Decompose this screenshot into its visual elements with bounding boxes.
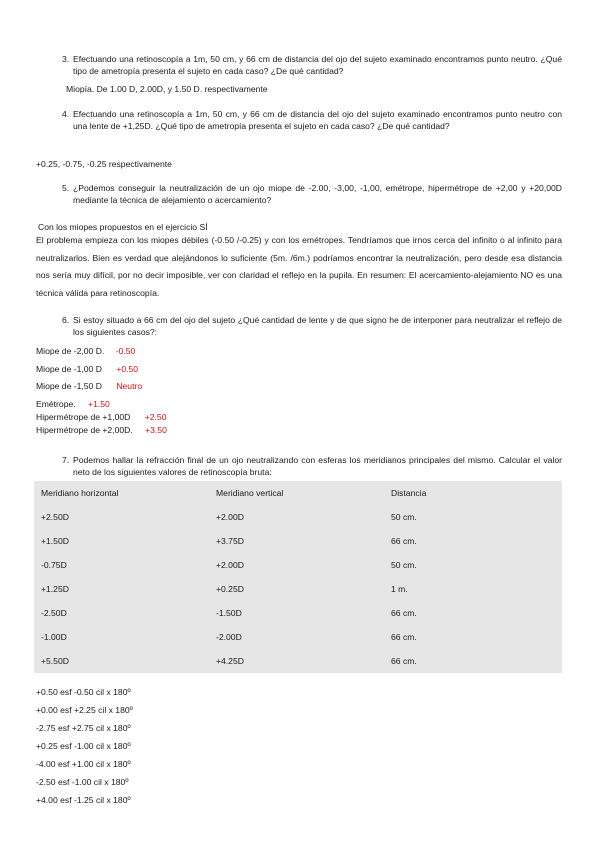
table-cell: +1.50D — [41, 536, 69, 546]
question-text: Efectuando una retinoscopía a 1m, 50 cm, y 66 cm de distancia del ojo del sujeto examinado encontramos punto neutro. ¿Qué tipo de ametropía presenta el sujeto en cada caso? ¿De qué cantidad? — [73, 54, 562, 76]
table-cell: +2.50D — [41, 512, 69, 522]
column-header: Distancia — [391, 488, 427, 498]
case-row — [36, 345, 135, 357]
case-row — [36, 398, 110, 410]
result-line: -2.50 esf -1.00 cil x 180º — [36, 777, 129, 787]
result-line: +0.25 esf -1.00 cil x 180º — [36, 741, 131, 751]
table-cell: 50 cm. — [391, 512, 417, 522]
table-cell: 66 cm. — [391, 632, 417, 642]
question-6 — [62, 314, 562, 338]
table-cell: 66 cm. — [391, 536, 417, 546]
answer-4: +0.25, -0.75, -0.25 respectivamente — [36, 159, 172, 169]
case-value: Neutro — [116, 381, 143, 391]
question-5 — [62, 182, 562, 206]
case-label: Miope de -1,00 D — [36, 364, 102, 374]
table-cell: 66 cm. — [391, 608, 417, 618]
case-row — [36, 411, 167, 423]
question-4 — [62, 108, 562, 132]
table-cell: -0.75D — [41, 560, 67, 570]
table-cell: +2.00D — [216, 560, 244, 570]
table-cell: +0.25D — [216, 584, 244, 594]
case-value: +1.50 — [88, 399, 110, 409]
result-line: +4.00 esf -1.25 cil x 180º — [36, 795, 131, 805]
result-line: +0.00 esf +2.25 cil x 180º — [36, 705, 133, 715]
question-text: Podemos hallar la refracción final de un ojo neutralizando con esferas los meridianos principales del mismo. Calcular el valor neto de los siguientes valores de retinoscopía bruta: — [73, 455, 562, 477]
case-value: +2.50 — [144, 412, 167, 422]
result-line: -2.75 esf +2.75 cil x 180º — [36, 723, 131, 733]
table-cell: -1.00D — [41, 632, 67, 642]
question-text: Si estoy situado a 66 cm del ojo del sujeto ¿Qué cantidad de lente y de que signo he de interponer para neutralizar el reflejo de los siguientes casos?: — [73, 315, 562, 337]
column-header: Meridiano horizontal — [41, 488, 119, 498]
question-number: 5. — [62, 183, 70, 193]
table-cell: -2.00D — [216, 632, 242, 642]
table-cell: +2.00D — [216, 512, 244, 522]
result-line: +0.50 esf -0.50 cil x 180º — [36, 687, 131, 697]
question-number: 3. — [62, 54, 70, 64]
result-line: -4.00 esf +1.00 cil x 180º — [36, 759, 131, 769]
case-label: Hipermétrope de +2,00D. — [36, 425, 133, 435]
table-cell: +4.25D — [216, 656, 244, 666]
table-cell: 1 m. — [391, 584, 408, 594]
table-cell: -2.50D — [41, 608, 67, 618]
table-row — [34, 625, 562, 649]
column-header: Meridiano vertical — [216, 488, 284, 498]
question-7 — [62, 454, 562, 478]
table-row — [34, 529, 562, 553]
case-value: +0.50 — [116, 364, 139, 374]
question-text: ¿Podemos conseguir la neutralización de un ojo miope de -2.00, -3,00, -1,00, emétrope, hipermétrope de +2,00 y +20,00D mediante la técnica de alejamiento o acercamiento? — [73, 183, 562, 205]
case-value: -0.50 — [115, 346, 136, 356]
table-cell: +1.25D — [41, 584, 69, 594]
case-label: Miope de -2,00 D. — [36, 346, 105, 356]
table-cell: 50 cm. — [391, 560, 417, 570]
case-label: Miope de -1,50 D — [36, 381, 102, 391]
case-row — [36, 380, 142, 392]
question-number: 7. — [62, 455, 70, 465]
table-row — [34, 649, 562, 673]
case-row — [36, 363, 138, 375]
case-label: Emétrope. — [36, 399, 76, 409]
table-row — [34, 577, 562, 601]
case-value: +3.50 — [145, 425, 167, 435]
answer-5-line: Con los miopes propuestos en el ejercicio SÍ — [38, 222, 208, 232]
table-row — [34, 601, 562, 625]
table-row — [34, 505, 562, 529]
case-label: Hipermétrope de +1,00D — [36, 412, 131, 422]
question-3 — [62, 53, 562, 77]
retinoscopy-table — [34, 481, 562, 673]
table-row — [34, 553, 562, 577]
question-number: 6. — [62, 315, 70, 325]
answer-5-paragraph: El problema empieza con los miopes débiles (-0.50 /-0.25) y con los emétropes. Tendríamos que irnos cerca del infinito o al infinito para neutralizarlos. Bien es verdad que alejándonos lo suficiente (5m. /6m.) podríamos encontrar la neutralización, pero desde esa distancia nos sería muy difícil, por no decir imposible, ver con claridad el reflejo en la pupila. En resumen: El acercamiento-alejamiento NO es una técnica válida para retinoscopía. — [36, 235, 562, 298]
table-header-row — [34, 481, 562, 505]
table-cell: +5.50D — [41, 656, 69, 666]
table-cell: -1.50D — [216, 608, 242, 618]
table-cell: +3.75D — [216, 536, 244, 546]
case-row — [36, 424, 167, 436]
question-text: Efectuando una retinoscopía a 1m, 50 cm, y 66 cm de distancia del ojo del sujeto examinado encontramos punto neutro con una lente de +1,25D. ¿Qué tipo de ametropía presenta el sujeto en cada caso? ¿De qué cantidad? — [73, 109, 562, 131]
answer-3: Miopía. De 1.00 D, 2.00D, y 1.50 D. respectivamente — [66, 84, 268, 94]
question-number: 4. — [62, 109, 70, 119]
table-cell: 66 cm. — [391, 656, 417, 666]
